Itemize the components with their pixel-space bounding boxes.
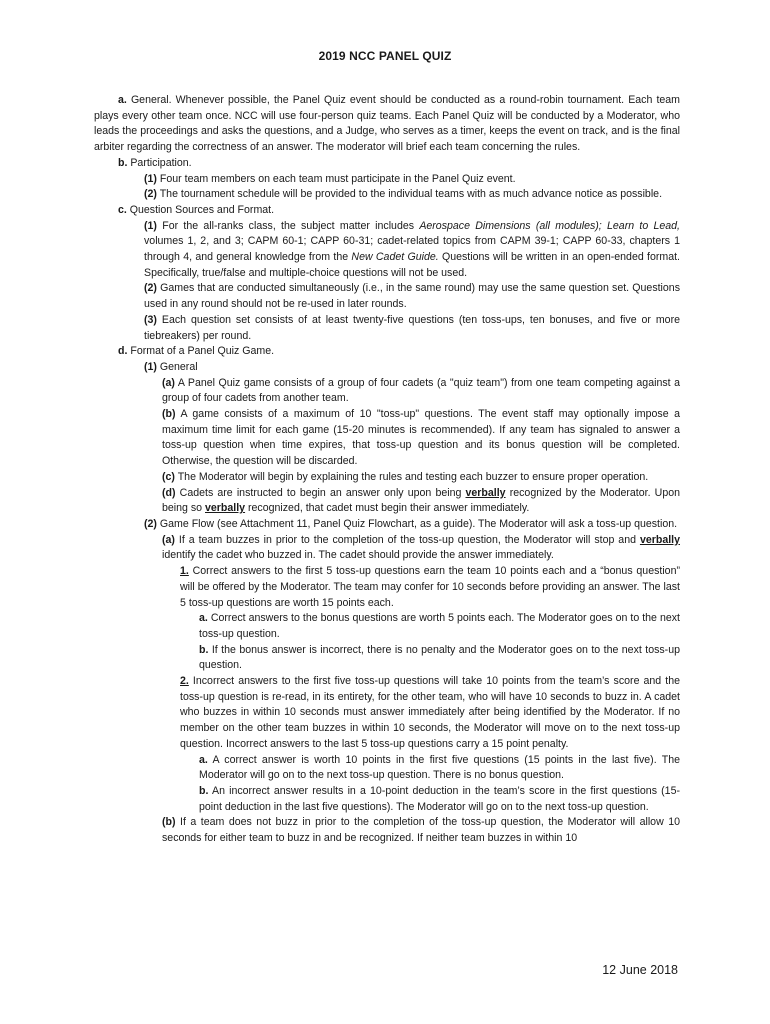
paragraph-d1c	[162, 470, 680, 486]
text: recognized, that cadet must begin their answer immediately.	[245, 502, 530, 515]
text: If the bonus answer is incorrect, there is no penalty and the Moderator goes on to the next toss-up question.	[199, 643, 680, 672]
text: General. Whenever possible, the Panel Quiz event should be conducted as a round-robin tournament. Each team plays every other team once. NCC will use four-person quiz teams. Each Panel Quiz will be conducted by a Moderator, who leads the proceedings and asks the questions, and a Judge, who serves as a timer, keeps the event on track, and is the final arbiter regarding the correctness of an answer. The moderator will brief each team concerning the rules.	[94, 94, 680, 154]
paragraph-d	[118, 344, 680, 360]
text: recognized by the Moderator. Upon being so	[162, 486, 680, 515]
marker: (1)	[144, 219, 157, 232]
marker: 1.	[180, 565, 189, 578]
marker: d.	[118, 345, 128, 358]
marker: (1)	[144, 172, 157, 185]
text: A Panel Quiz game consists of a group of four cadets (a "quiz team") from one team competing against a group of four cadets from another team.	[162, 376, 680, 405]
marker: (c)	[162, 470, 175, 483]
paragraph-d2a2	[180, 674, 680, 753]
marker: b.	[199, 643, 209, 656]
paragraph-d2a1	[180, 564, 680, 611]
paragraph-a	[94, 93, 680, 156]
text: identify the cadet who buzzed in. The cadet should provide the answer immediately.	[162, 549, 554, 562]
text: An incorrect answer results in a 10-point deduction in the team’s score in the first questions (15-point deduction in the last five questions). The Moderator will go on to the next toss-up question.	[199, 784, 680, 813]
footer-date: 12 June 2018	[602, 963, 678, 977]
document-body	[94, 93, 681, 847]
paragraph-d2a1a	[199, 611, 680, 642]
paragraph-d2a1b	[199, 643, 680, 674]
text: Questions will be written in an open-ended format. Specifically, true/false and multiple-choice questions will not be used.	[144, 251, 680, 279]
marker: (1)	[144, 360, 157, 373]
text: A correct answer is worth 10 points in the first five questions (15 points in the last five). The Moderator will go on to the next toss-up question. There is no bonus question.	[199, 753, 680, 782]
marker: a.	[118, 94, 127, 106]
marker: (2)	[144, 517, 157, 530]
underlined-text: verbally	[205, 502, 246, 515]
marker: (3)	[144, 313, 157, 326]
marker: b.	[118, 156, 128, 169]
text: volumes 1, 2, and 3; CAPM 60-1; CAPP 60-31; cadet-related topics from CAPM 39-1; CAPP 60-33, chapters 1 through 4, and general knowledge from the	[144, 235, 680, 264]
paragraph-c1	[144, 219, 680, 282]
text: Participation.	[127, 156, 192, 169]
underlined-text: verbally	[465, 486, 506, 499]
text: Correct answers to the bonus questions are worth 5 points each. The Moderator goes on to the next toss-up question.	[199, 612, 680, 640]
italic-text: New Cadet Guide.	[351, 251, 439, 264]
text: If a team does not buzz in prior to the completion of the toss-up question, the Moderator will allow 10 seconds for either team to buzz in and be recognized. If neither team buzzes in within 10	[162, 816, 680, 845]
marker: (2)	[144, 282, 157, 295]
text: If a team buzzes in prior to the completion of the toss-up question, the Moderator will stop and	[174, 533, 640, 546]
paragraph-d1	[144, 360, 680, 376]
marker: 2.	[180, 675, 189, 688]
marker: (b)	[162, 816, 176, 829]
marker: (d)	[162, 486, 176, 499]
paragraph-d2a2b	[199, 784, 680, 815]
paragraph-b2	[144, 187, 680, 203]
marker: a.	[199, 753, 208, 766]
text: Each question set consists of at least twenty-five questions (ten toss-ups, ten bonuses, and five or more tiebreakers) per round.	[144, 313, 680, 342]
text: Format of a Panel Quiz Game.	[127, 345, 275, 358]
text: General	[156, 360, 198, 373]
paragraph-d2b	[162, 815, 680, 846]
marker: b.	[199, 784, 209, 797]
paragraph-d1a	[162, 376, 680, 407]
text: The tournament schedule will be provided to the individual teams with as much advance notice as possible.	[156, 188, 663, 201]
paragraph-d1b	[162, 407, 680, 470]
page-title: 2019 NCC PANEL QUIZ	[318, 49, 452, 63]
marker: a.	[199, 612, 208, 625]
paragraph-d2	[144, 517, 680, 533]
marker: (a)	[162, 376, 175, 389]
text: Correct answers to the first 5 toss-up questions earn the team 10 points each and a “bonus question” will be offered by the Moderator. The team may confer for 10 seconds before providing an answer. The last 5 toss-up questions are worth 15 points each.	[180, 565, 680, 609]
text: Incorrect answers to the first five toss-up questions will take 10 points from the team’s score and the toss-up question is re-read, in its entirety, for the other team, who will have 10 seconds to buzz in. A cadet who buzzes in within 10 seconds must answer immediately after being identified by the Moderator. If no member on the other team buzzes in within 10 seconds, the Moderator will move on to the next toss-up question. Incorrect answers to the last 5 toss-up questions carry a 15 point penalty.	[180, 675, 680, 750]
text: Games that are conducted simultaneously (i.e., in the same round) may use the same question set. Questions used in any round should not be re-used in later rounds.	[144, 282, 680, 311]
text: Question Sources and Format.	[126, 203, 275, 216]
paragraph-d2a	[162, 533, 680, 564]
paragraph-c3	[144, 313, 680, 344]
text: Game Flow (see Attachment 11, Panel Quiz Flowchart, as a guide). The Moderator will ask a toss-up question.	[156, 517, 678, 530]
text: Four team members on each team must participate in the Panel Quiz event.	[156, 172, 516, 185]
paragraph-d2a2a	[199, 753, 680, 784]
paragraph-c	[118, 203, 680, 219]
marker: (a)	[162, 533, 175, 546]
underlined-text: verbally	[639, 533, 680, 546]
italic-text: Aerospace Dimensions (all modules); Learn to Lead,	[419, 219, 681, 232]
marker: (2)	[144, 188, 157, 201]
paragraph-d1d	[162, 486, 680, 517]
marker: (b)	[162, 408, 176, 421]
text: For the all-ranks class, the subject matter includes	[156, 219, 420, 232]
paragraph-c2	[144, 281, 680, 312]
text: A game consists of a maximum of 10 "toss-up" questions. The event staff may optionally impose a maximum time limit for each game (15-20 minutes is recommended). If any team has signaled to answer a toss-up question when time expires, that toss-up question and its bonus question will be completed. Otherwise, the question will be discarded.	[162, 408, 680, 468]
text: Cadets are instructed to begin an answer only upon being	[175, 486, 466, 499]
paragraph-b1	[144, 172, 680, 188]
marker: c.	[118, 203, 127, 216]
text: The Moderator will begin by explaining the rules and testing each buzzer to ensure proper operation.	[174, 470, 649, 483]
paragraph-b	[118, 156, 680, 172]
